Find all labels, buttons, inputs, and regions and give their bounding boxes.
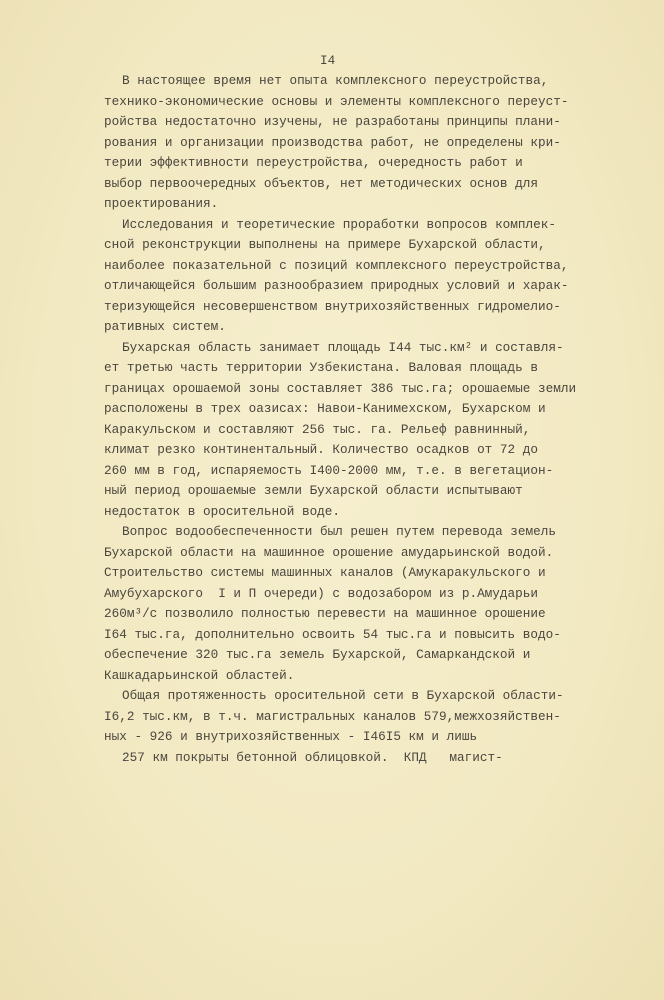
text-line: ный период орошаемые земли Бухарской области испытывают <box>104 483 523 498</box>
text-line: ет третью часть территории Узбекистана. Валовая площадь в <box>104 360 538 375</box>
text-line: I6,2 тыс.км, в т.ч. магистральных каналов 579,межхозяйствен- <box>104 708 561 724</box>
text-line: Вопрос водообеспеченности был решен путем перевода земель <box>122 524 556 539</box>
text-line: ройства недостаточно изучены, не разработаны принципы плани- <box>104 114 561 129</box>
text-line: границах орошаемой зоны составляет 386 тыс.га; орошаемые земли <box>104 380 577 396</box>
text-line: ративных систем. <box>104 319 226 334</box>
text-line: проектирования. <box>104 196 219 211</box>
text-line: расположены в трех оазисах: Навои-Канимехском, Бухарском и <box>104 401 546 416</box>
text-line: 260 мм в год, испаряемость I400-2000 мм, т.е. в вегетацион- <box>104 462 554 478</box>
text-line: Общая протяженность оросительной сети в Бухарской области- <box>122 688 564 703</box>
text-line: недостаток в оросительной воде. <box>104 503 341 519</box>
text-line: Каракульском и составляют 256 тыс. га. Рельеф равнинный, <box>104 421 531 437</box>
text-line: Исследования и теоретические проработки вопросов комплек- <box>122 216 556 232</box>
text-line: Амубухарского I и П очереди) с водозабором из р.Амударьи <box>104 585 538 601</box>
text-line: отличающейся большим разнообразием природных условий и харак- <box>104 278 569 293</box>
text-line: выбор первоочередных объектов, нет методических основ для <box>104 175 538 191</box>
text-line: I64 тыс.га, дополнительно освоить 54 тыс.га и повысить водо- <box>104 626 561 642</box>
text-line: Бухарской области на машинное орошение амударьинской водой. <box>104 544 554 560</box>
page-number: I4 <box>320 53 336 68</box>
text-line: 257 км покрыты бетонной облицовкой. КПД магист- <box>122 749 503 765</box>
text-line: теризующейся несовершенством внутрихозяйственных гидромелио- <box>104 298 561 314</box>
text-line: 260м³/с позволило полностью перевести на машинное орошение <box>104 606 546 621</box>
text-line: технико-экономические основы и элементы комплексного переуст- <box>104 93 569 109</box>
text-line: В настоящее время нет опыта комплексного переустройства, <box>122 73 549 88</box>
text-line: Строительство системы машинных каналов (Амукаракульского и <box>104 565 546 580</box>
text-line: климат резко континентальный. Количество осадков от 72 до <box>104 442 538 457</box>
text-line: Бухарская область занимает площадь I44 тыс.км² и составля- <box>122 339 564 355</box>
text-line: наиболее показательной с позиций комплексного переустройства, <box>104 257 569 273</box>
text-line: сной реконструкции выполнены на примере Бухарской области, <box>104 237 546 252</box>
text-line: рования и организации производства работ, не определены кри- <box>104 134 561 150</box>
text-line: Кашкадарьинской областей. <box>104 667 295 683</box>
text-line: обеспечение 320 тыс.га земель Бухарской, Самаркандской и <box>104 647 531 662</box>
text-line: ных - 926 и внутрихозяйственных - I46I5 км и лишь <box>104 729 478 744</box>
text-line: терии эффективности переустройства, очередность работ и <box>104 155 523 170</box>
